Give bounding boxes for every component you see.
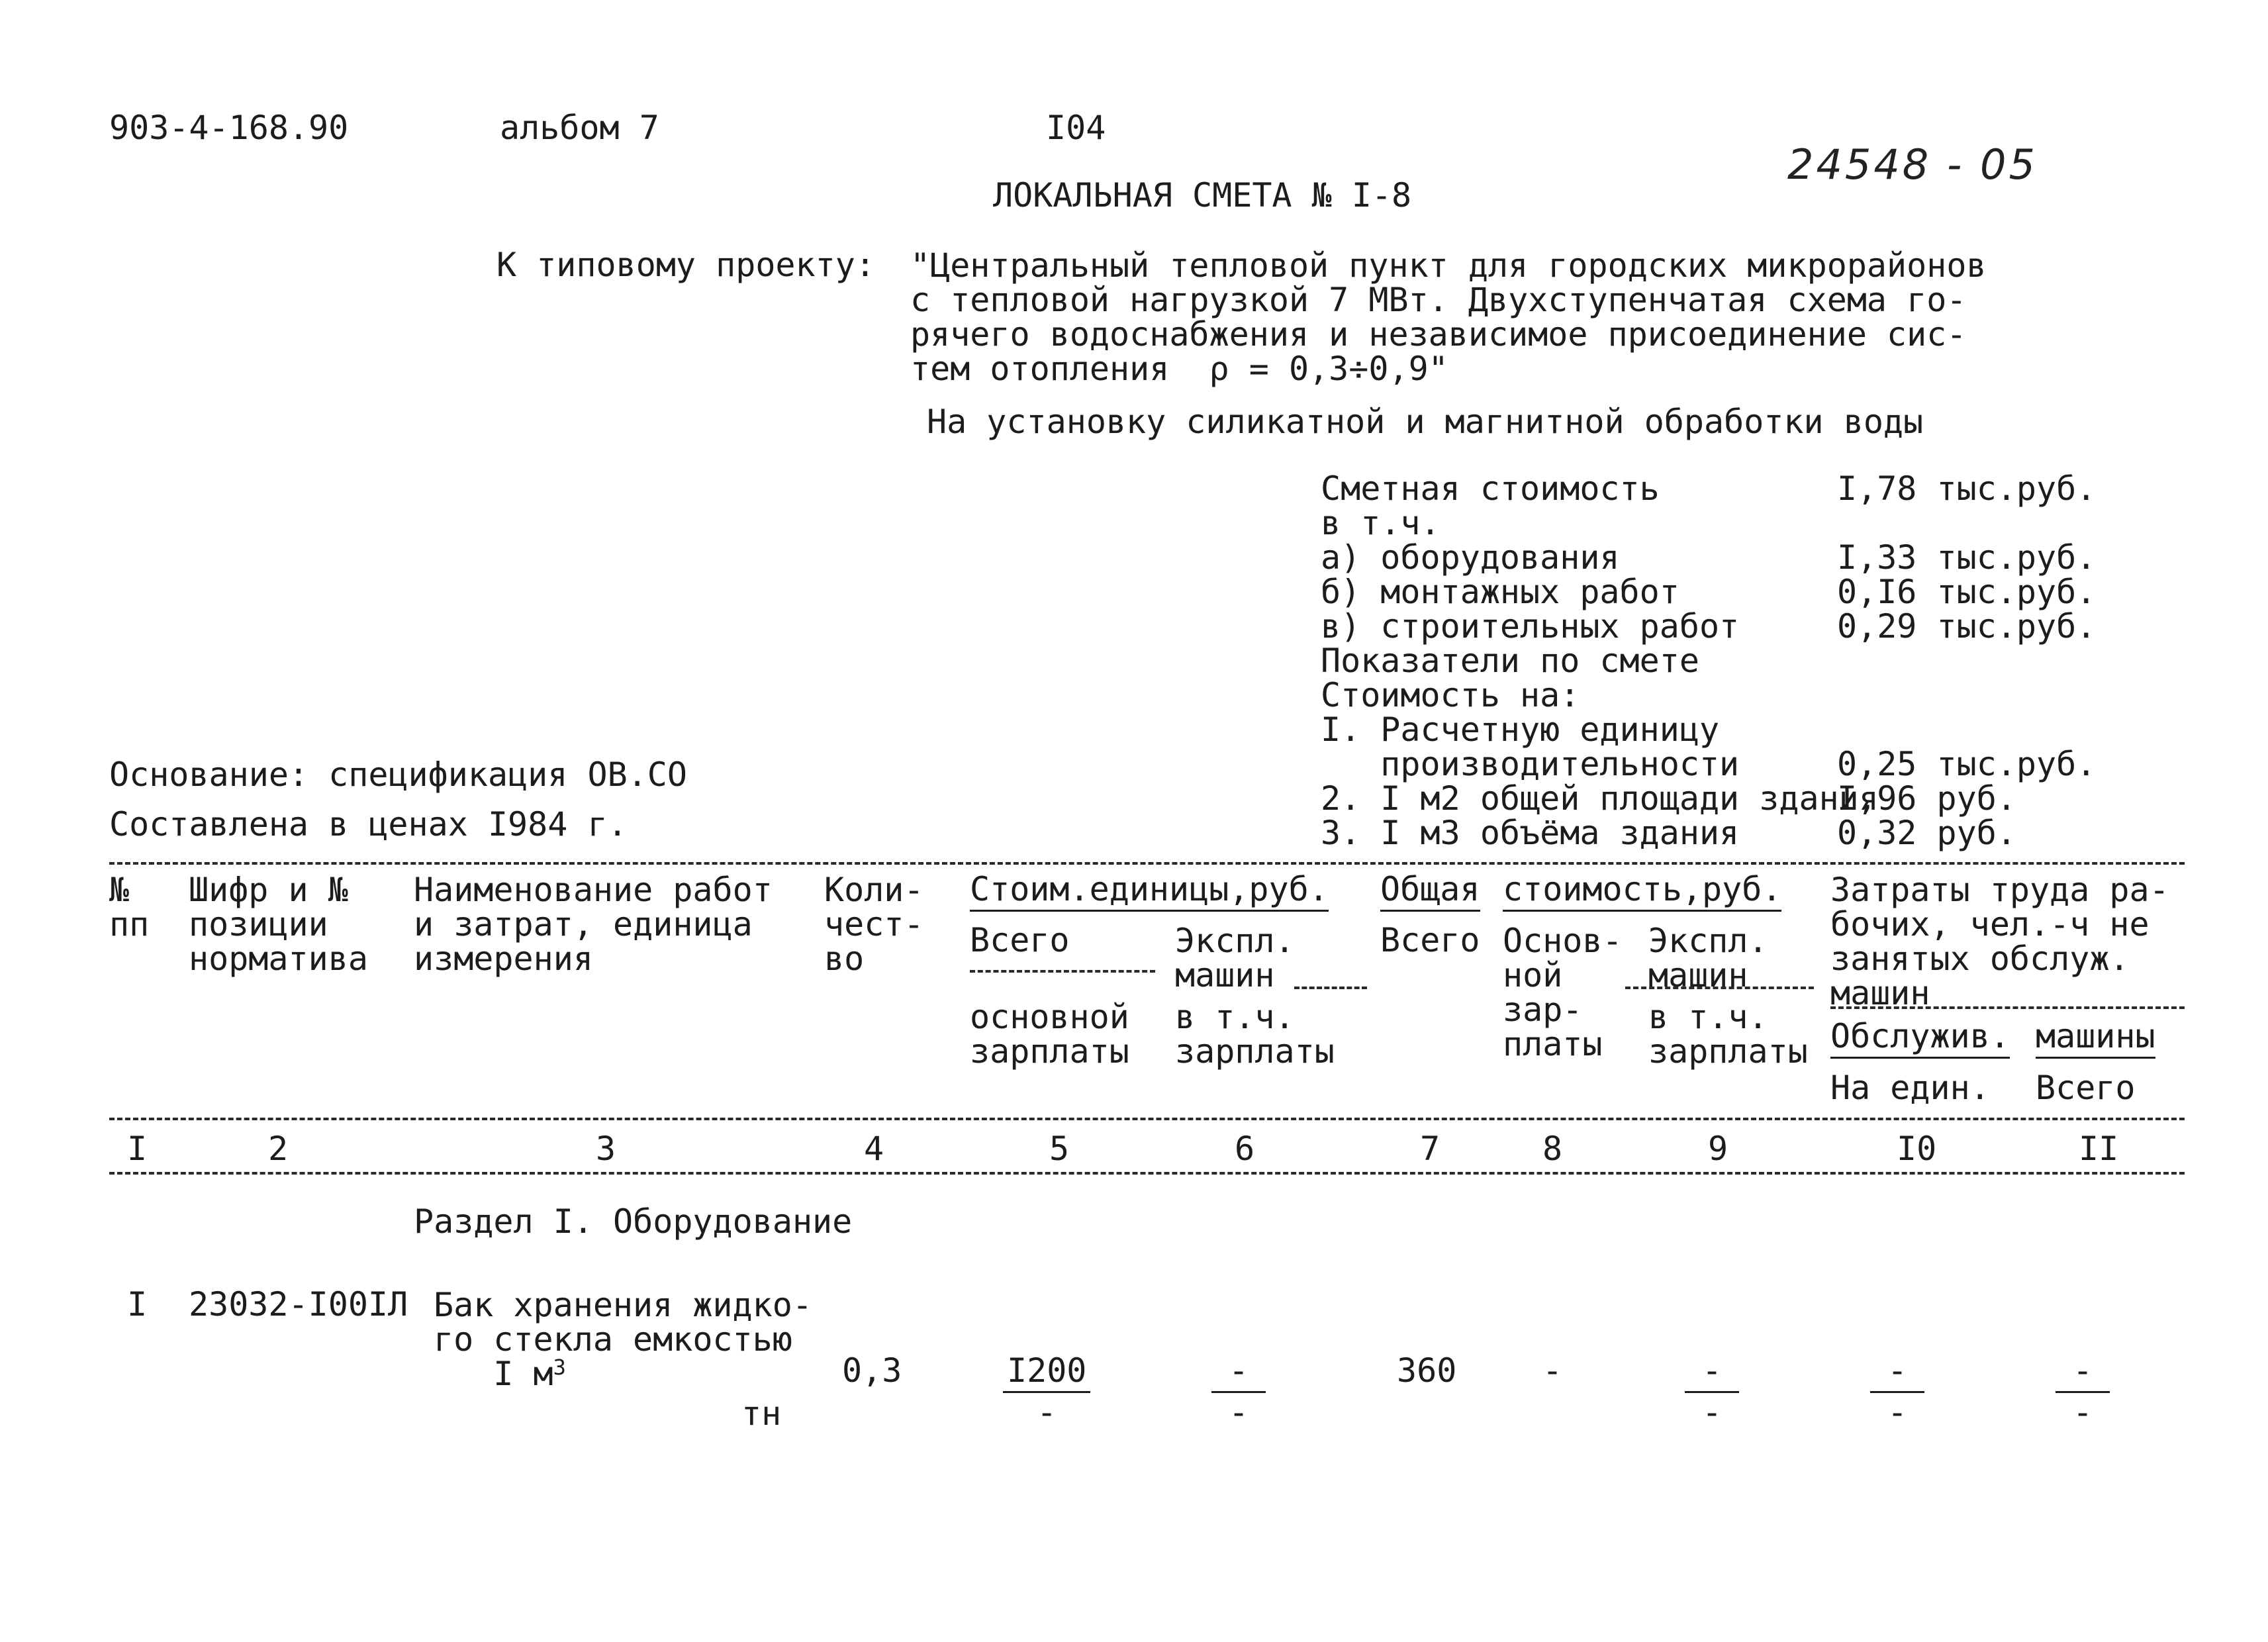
summary-label: в) строительных работ	[1321, 607, 1740, 646]
header-total-all: Всего	[1380, 921, 1480, 959]
header-labor-unit: На един.	[1830, 1069, 1990, 1107]
column-numbers-bottom-rule	[109, 1172, 2185, 1175]
row-total-main-salary: -	[1542, 1351, 1563, 1390]
summary-label: Показатели по смете	[1321, 642, 1699, 680]
header-labor-rule	[1830, 1006, 2185, 1009]
section-title: Раздел I. Оборудование	[414, 1202, 853, 1241]
project-description-line: "Центральный тепловой пункт для городских микрорайонов	[910, 246, 1987, 285]
project-label: К типовому проекту:	[496, 246, 875, 284]
summary-labels	[1321, 471, 1879, 850]
estimate-subject: На установку силикатной и магнитной обработки воды	[927, 403, 1924, 441]
row-unit-machines: - -	[1211, 1354, 1266, 1429]
header-total-mach-salary: в т.ч. зарплаты	[1648, 998, 1808, 1071]
header-total-mach-rule	[1625, 987, 1814, 989]
column-number-6: 6	[1235, 1130, 1255, 1168]
album-label: альбом 7	[500, 109, 659, 147]
summary-value: 0,25 тыс.руб.	[1837, 745, 2097, 783]
page-title: ЛОКАЛЬНАЯ СМЕТА № I-8	[993, 176, 1412, 215]
row-labor-unit: - -	[1870, 1354, 1924, 1429]
summary-label: I. Расчетную единицу	[1321, 710, 1720, 749]
row-labor-total: - -	[2055, 1354, 2110, 1429]
column-number-4: 4	[864, 1130, 884, 1168]
header-total-machines: Экспл. машин	[1648, 922, 1768, 994]
summary-label: 2. I м2 общей площади здания	[1321, 779, 1879, 818]
document-code: 903-4-168.90	[109, 109, 349, 147]
summary-value: 0,29 тыс.руб.	[1837, 607, 2097, 646]
summary-label: Стоимость на:	[1321, 676, 1580, 714]
basis-prices: Составлена в ценах I984 г.	[109, 805, 628, 844]
basis-specification: Основание: спецификация ОВ.СО	[109, 755, 687, 794]
column-number-7: 7	[1420, 1130, 1441, 1168]
header-unit-cost-group: Стоим.единицы,руб.	[970, 873, 1329, 906]
row-unit: тн	[741, 1394, 782, 1433]
header-unit-mach-salary: в т.ч. зарплаты	[1175, 998, 1335, 1071]
summary-value: 0,I6 тыс.руб.	[1837, 573, 2097, 611]
summary-label: Сметная стоимость	[1321, 469, 1660, 508]
column-number-3: 3	[596, 1130, 616, 1168]
page-number: I04	[1046, 109, 1106, 147]
summary-values	[1837, 471, 2096, 850]
row-unit-total: I200 -	[1003, 1354, 1090, 1429]
header-unit-total: Всего	[970, 921, 1070, 959]
header-unit-mach-rule	[1294, 987, 1367, 989]
archive-number: 24548 - 05	[1787, 140, 2038, 189]
row-name: Бак хранения жидко- го стекла емкостью I $м^3$	[434, 1286, 812, 1393]
summary-value	[1837, 506, 2096, 540]
summary-label: производительности	[1321, 745, 1740, 783]
column-number-10: I0	[1897, 1130, 1937, 1168]
column-number-11: II	[2079, 1130, 2119, 1168]
summary-value: I,33 тыс.руб.	[1837, 538, 2097, 577]
header-col-quantity: Коли- чест- во	[824, 871, 924, 978]
summary-label: а) оборудования	[1321, 538, 1620, 577]
summary-value: 0,32 руб.	[1837, 814, 2016, 852]
project-description	[910, 248, 1987, 386]
project-description-line: с тепловой нагрузкой 7 МВт. Двухступенчатая схема го-	[910, 281, 1967, 319]
summary-value	[1837, 712, 2096, 747]
summary-value	[1837, 678, 2096, 712]
header-col-name: Наименование работ и затрат, единица измерения	[414, 871, 773, 978]
row-number: I	[127, 1285, 148, 1324]
header-labor-machines: машины	[2036, 1020, 2155, 1053]
column-number-1: I	[127, 1130, 148, 1168]
project-description-line: рячего водоснабжения и независимое присоединение сис-	[910, 315, 1967, 354]
header-col-code: Шифр и № позиции норматива	[189, 871, 368, 978]
header-total-main-salary: Основ- ной зар- платы	[1503, 922, 1623, 1063]
header-unit-sub-rule	[970, 970, 1155, 973]
table-top-rule	[109, 862, 2185, 865]
column-number-5: 5	[1049, 1130, 1070, 1168]
header-total-group-2: стоимость,руб.	[1503, 873, 1781, 906]
header-col-number: № пп	[109, 871, 150, 943]
column-number-9: 9	[1708, 1130, 1728, 1168]
column-numbers-top-rule	[109, 1118, 2185, 1120]
summary-label: в т.ч.	[1321, 504, 1441, 542]
header-labor-service: Обслужив.	[1830, 1020, 2010, 1053]
row-total-all: 360	[1397, 1351, 1457, 1390]
header-labor: Затраты труда ра- бочих, чел.-ч не занятых обслуж. машин	[1830, 871, 2169, 1012]
header-unit-machines: Экспл. машин	[1175, 922, 1295, 994]
header-unit-salary: основной зарплаты	[970, 998, 1129, 1071]
summary-value: I,96 руб.	[1837, 779, 2016, 818]
row-code: 23032-I00IЛ	[189, 1285, 408, 1324]
row-total-machines: - -	[1685, 1354, 1739, 1429]
row-quantity: 0,3	[842, 1351, 902, 1390]
header-total-group-1: Общая	[1380, 873, 1480, 906]
header-labor-total: Всего	[2036, 1069, 2136, 1107]
project-description-line: тем отопления ρ = 0,3÷0,9"	[910, 350, 1448, 388]
summary-label: б) монтажных работ	[1321, 573, 1679, 611]
summary-value	[1837, 644, 2096, 678]
column-number-2: 2	[268, 1130, 289, 1168]
column-number-8: 8	[1542, 1130, 1563, 1168]
summary-value: I,78 тыс.руб.	[1837, 469, 2097, 508]
summary-label: 3. I м3 объёма здания	[1321, 814, 1740, 852]
